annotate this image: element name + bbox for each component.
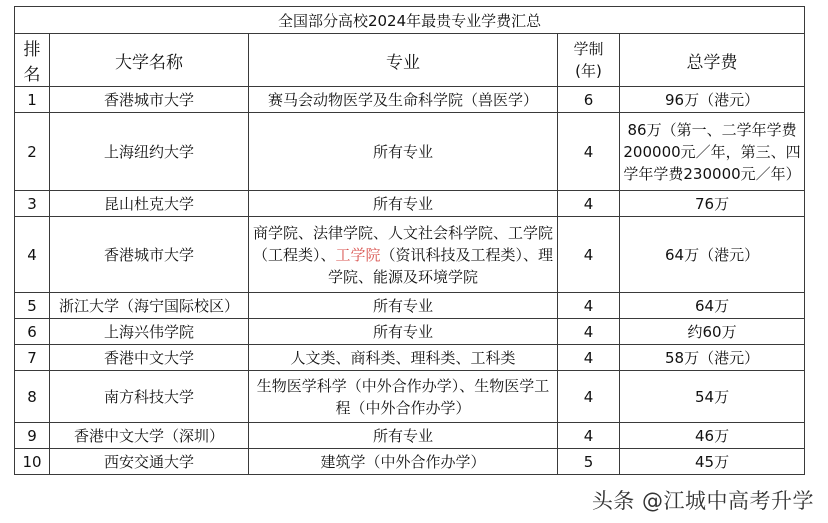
- cell-university: 上海兴伟学院: [50, 319, 249, 345]
- cell-university: 香港城市大学: [50, 217, 249, 293]
- cell-years: 4: [558, 217, 620, 293]
- table-row: [15, 345, 805, 371]
- cell-rank: 6: [15, 319, 50, 345]
- cell-rank: 4: [15, 217, 50, 293]
- cell-fee: 96万（港元）: [620, 87, 805, 113]
- table-row: [15, 319, 805, 345]
- table-row: [15, 217, 805, 293]
- header-years-line1: 学制: [573, 40, 604, 58]
- major-text: 商学院、法律学院、人文社会科学院、工学院（工程类）、: [252, 223, 553, 264]
- cell-major: 所有专业: [249, 113, 558, 191]
- cell-university: 上海纽约大学: [50, 113, 249, 191]
- table-title: 全国部分高校2024年最贵专业学费汇总: [15, 7, 805, 34]
- major-text-highlight: 工学院: [335, 245, 381, 264]
- cell-years: 4: [558, 191, 620, 217]
- cell-rank: 10: [15, 449, 50, 475]
- header-major: 专业: [249, 34, 558, 87]
- cell-fee: 64万: [620, 293, 805, 319]
- cell-fee: 76万: [620, 191, 805, 217]
- table-header-row: [15, 34, 805, 87]
- cell-major: 所有专业: [249, 319, 558, 345]
- table-row: [15, 191, 805, 217]
- cell-major: 所有专业: [249, 191, 558, 217]
- cell-rank: 2: [15, 113, 50, 191]
- header-years: [558, 34, 620, 87]
- cell-university: 香港城市大学: [50, 87, 249, 113]
- tuition-table: [14, 6, 805, 475]
- cell-university: 昆山杜克大学: [50, 191, 249, 217]
- table-row: [15, 423, 805, 449]
- cell-fee: 46万: [620, 423, 805, 449]
- cell-major: 生物医学科学（中外合作办学）、生物医学工程（中外合作办学）: [249, 371, 558, 423]
- table-row: [15, 293, 805, 319]
- table-row: [15, 113, 805, 191]
- table-row: [15, 371, 805, 423]
- table-row: [15, 87, 805, 113]
- cell-rank: 3: [15, 191, 50, 217]
- cell-years: 4: [558, 319, 620, 345]
- cell-fee: 45万: [620, 449, 805, 475]
- cell-years: 4: [558, 423, 620, 449]
- cell-major: 所有专业: [249, 293, 558, 319]
- major-text: （资讯科技及工程类）、理学院、能源及环境学院: [327, 245, 554, 286]
- cell-years: 4: [558, 293, 620, 319]
- cell-fee: 58万（港元）: [620, 345, 805, 371]
- cell-university: 浙江大学（海宁国际校区）: [50, 293, 249, 319]
- cell-university: 南方科技大学: [50, 371, 249, 423]
- cell-major: 人文类、商科类、理科类、工科类: [249, 345, 558, 371]
- cell-years: 4: [558, 371, 620, 423]
- cell-years: 4: [558, 113, 620, 191]
- cell-years: 6: [558, 87, 620, 113]
- cell-university: 香港中文大学: [50, 345, 249, 371]
- cell-university: 西安交通大学: [50, 449, 249, 475]
- cell-major: 建筑学（中外合作办学）: [249, 449, 558, 475]
- header-years-line2: (年): [575, 62, 602, 80]
- cell-major: 所有专业: [249, 423, 558, 449]
- cell-rank: 9: [15, 423, 50, 449]
- cell-fee: 54万: [620, 371, 805, 423]
- cell-rank: 8: [15, 371, 50, 423]
- header-fee: 总学费: [620, 34, 805, 87]
- cell-rank: 7: [15, 345, 50, 371]
- cell-fee: 64万（港元）: [620, 217, 805, 293]
- cell-rank: 5: [15, 293, 50, 319]
- table-row: [15, 449, 805, 475]
- header-rank: 排名: [15, 34, 50, 87]
- cell-university: 香港中文大学（深圳）: [50, 423, 249, 449]
- cell-rank: 1: [15, 87, 50, 113]
- header-university: 大学名称: [50, 34, 249, 87]
- watermark: 头条 @江城中高考升学: [591, 489, 814, 513]
- cell-major: 赛马会动物医学及生命科学院（兽医学）: [249, 87, 558, 113]
- cell-fee: 约60万: [620, 319, 805, 345]
- cell-major: [249, 217, 558, 293]
- cell-years: 4: [558, 345, 620, 371]
- cell-years: 5: [558, 449, 620, 475]
- cell-fee: 86万（第一、二学年学费200000元／年，第三、四学年学费230000元／年）: [620, 113, 805, 191]
